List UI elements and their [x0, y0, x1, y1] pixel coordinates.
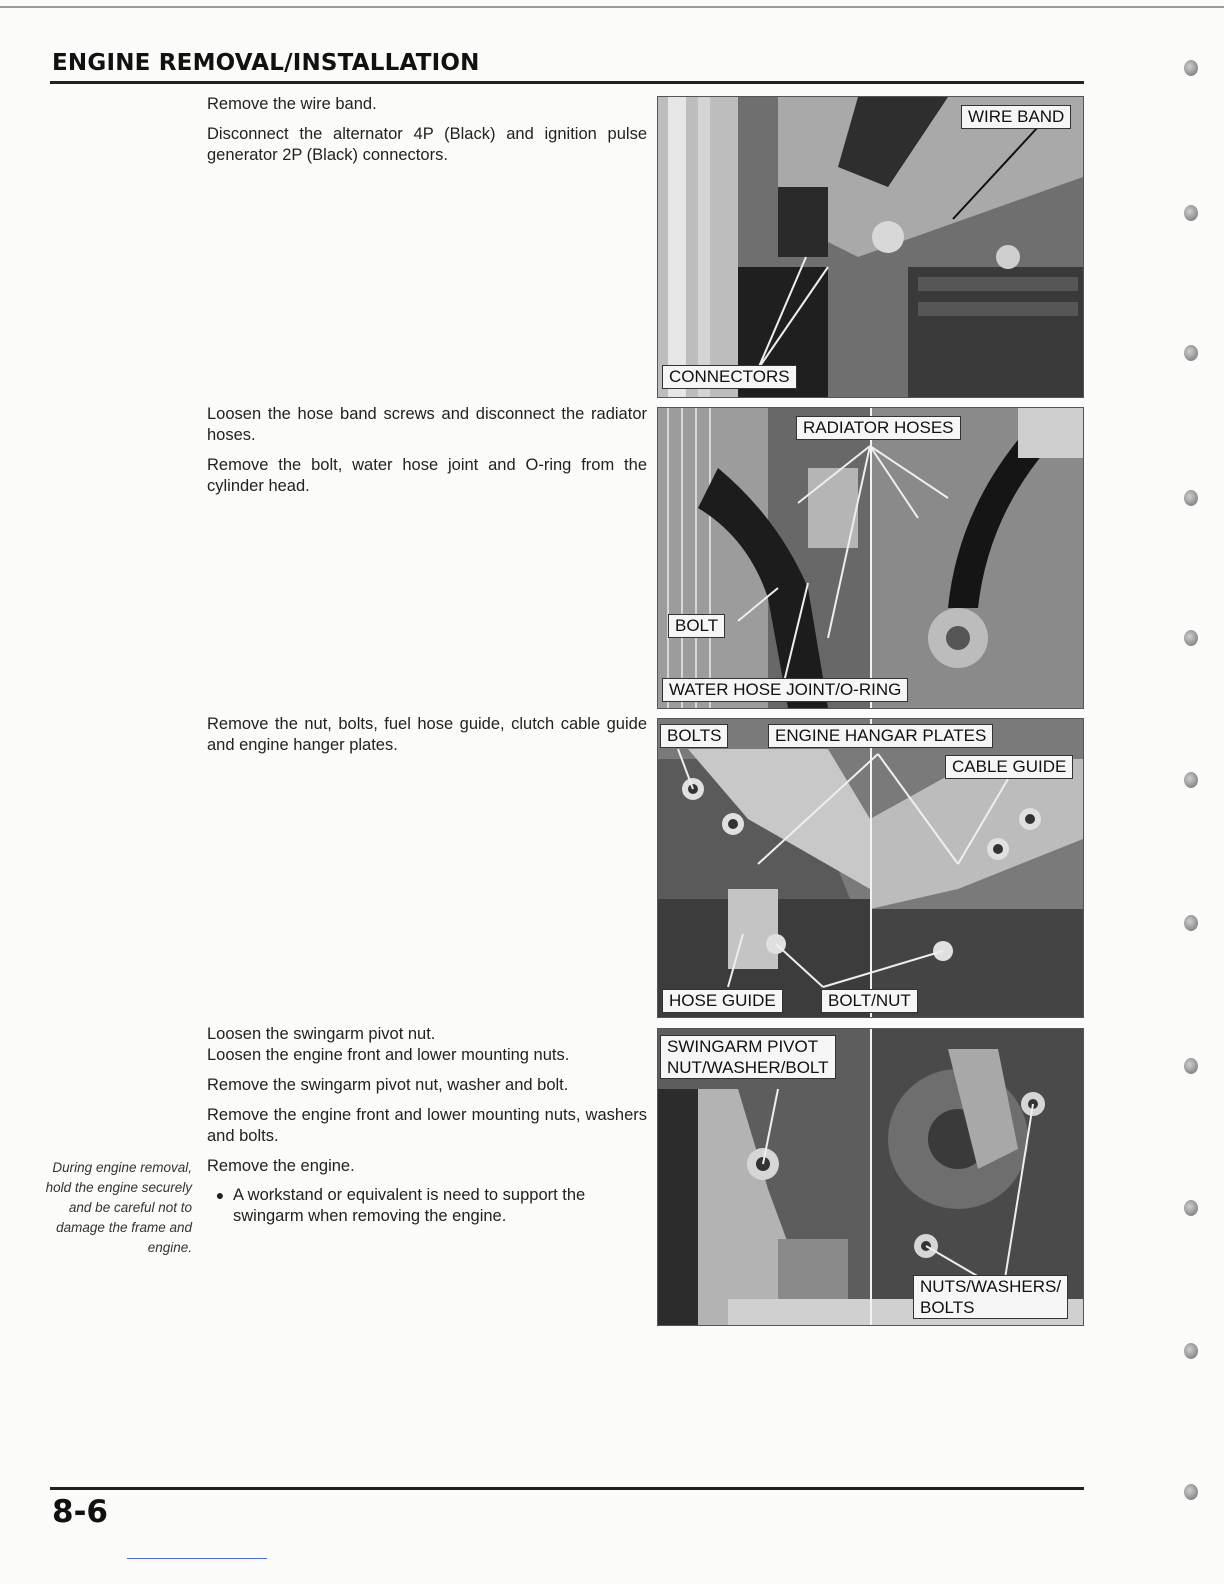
- binder-hole-icon: [1184, 772, 1198, 788]
- bullet-text: A workstand or equivalent is need to support the swingarm when removing the engine.: [233, 1186, 586, 1225]
- step-text: Remove the engine front and lower mounting nuts, washers and bolts.: [207, 1106, 647, 1145]
- step-text: Remove the wire band.: [207, 95, 377, 113]
- label-water-hose-joint: WATER HOSE JOINT/O-RING: [662, 678, 908, 702]
- label-cable-guide: CABLE GUIDE: [945, 755, 1073, 779]
- step-text: Remove the bolt, water hose joint and O-ring from the cylinder head.: [207, 456, 647, 495]
- photo-split-divider: [870, 719, 872, 1017]
- binder-hole-icon: [1184, 630, 1198, 646]
- binder-hole-icon: [1184, 345, 1198, 361]
- step-text: Remove the swingarm pivot nut, washer and bolt.: [207, 1076, 569, 1094]
- photo-wire-band: [657, 96, 1084, 398]
- step-radiator-hoses: [207, 404, 647, 497]
- footer-rule: [50, 1487, 1084, 1490]
- label-radiator-hoses: RADIATOR HOSES: [796, 416, 961, 440]
- side-note: During engine removal, hold the engine securely and be careful not to damage the frame and engine.: [45, 1160, 192, 1255]
- step-text: Loosen the hose band screws and disconnect the radiator hoses.: [207, 405, 647, 444]
- step-text: Remove the engine.: [207, 1157, 355, 1175]
- photo-split-divider: [870, 1029, 872, 1325]
- photo-hanger-plates: [657, 718, 1084, 1018]
- title-rule: [50, 81, 1084, 84]
- binder-hole-icon: [1184, 1343, 1198, 1359]
- label-swingarm-pivot: [660, 1035, 836, 1079]
- page-number: 8-6: [52, 1494, 109, 1530]
- step-remove-engine: [207, 1024, 647, 1227]
- label-bolt-nut: BOLT/NUT: [821, 989, 918, 1013]
- step-text: Loosen the engine front and lower mounting nuts.: [207, 1046, 570, 1064]
- step-text: Disconnect the alternator 4P (Black) and ignition pulse generator 2P (Black) connectors.: [207, 125, 647, 164]
- binder-hole-icon: [1184, 1058, 1198, 1074]
- photo-split-divider: [870, 408, 872, 708]
- label-nuts-washers-bolts: [913, 1275, 1068, 1319]
- label-connectors: CONNECTORS: [662, 365, 797, 389]
- photo-radiator-hoses: [657, 407, 1084, 709]
- step-wire-band: [207, 94, 647, 166]
- step-hanger-plates: [207, 714, 647, 756]
- label-line: BOLTS: [920, 1298, 975, 1317]
- label-line: SWINGARM PIVOT: [667, 1037, 819, 1056]
- binder-hole-icon: [1184, 1200, 1198, 1216]
- binder-hole-icon: [1184, 915, 1198, 931]
- step-text: Loosen the swingarm pivot nut.: [207, 1025, 436, 1043]
- top-edge-rule: [0, 6, 1224, 8]
- bullet-dot-icon: ●: [215, 1187, 225, 1203]
- page-title: ENGINE REMOVAL/INSTALLATION: [52, 50, 480, 76]
- step-text: Remove the nut, bolts, fuel hose guide, clutch cable guide and engine hanger plates.: [207, 715, 647, 754]
- label-bolts: BOLTS: [660, 724, 728, 748]
- label-bolt: BOLT: [668, 614, 725, 638]
- label-wire-band: WIRE BAND: [961, 105, 1071, 129]
- label-line: NUTS/WASHERS/: [920, 1277, 1062, 1296]
- bullet-item: [207, 1185, 647, 1227]
- binder-hole-icon: [1184, 60, 1198, 76]
- binder-hole-icon: [1184, 490, 1198, 506]
- label-hose-guide: HOSE GUIDE: [662, 989, 783, 1013]
- label-engine-hangar-plates: ENGINE HANGAR PLATES: [768, 724, 993, 748]
- photo-swingarm-pivot: [657, 1028, 1084, 1326]
- underline-link-mark: [127, 1558, 267, 1559]
- label-line: NUT/WASHER/BOLT: [667, 1058, 829, 1077]
- photo-wire-band-image: [658, 97, 1083, 397]
- binder-hole-icon: [1184, 205, 1198, 221]
- binder-hole-icon: [1184, 1484, 1198, 1500]
